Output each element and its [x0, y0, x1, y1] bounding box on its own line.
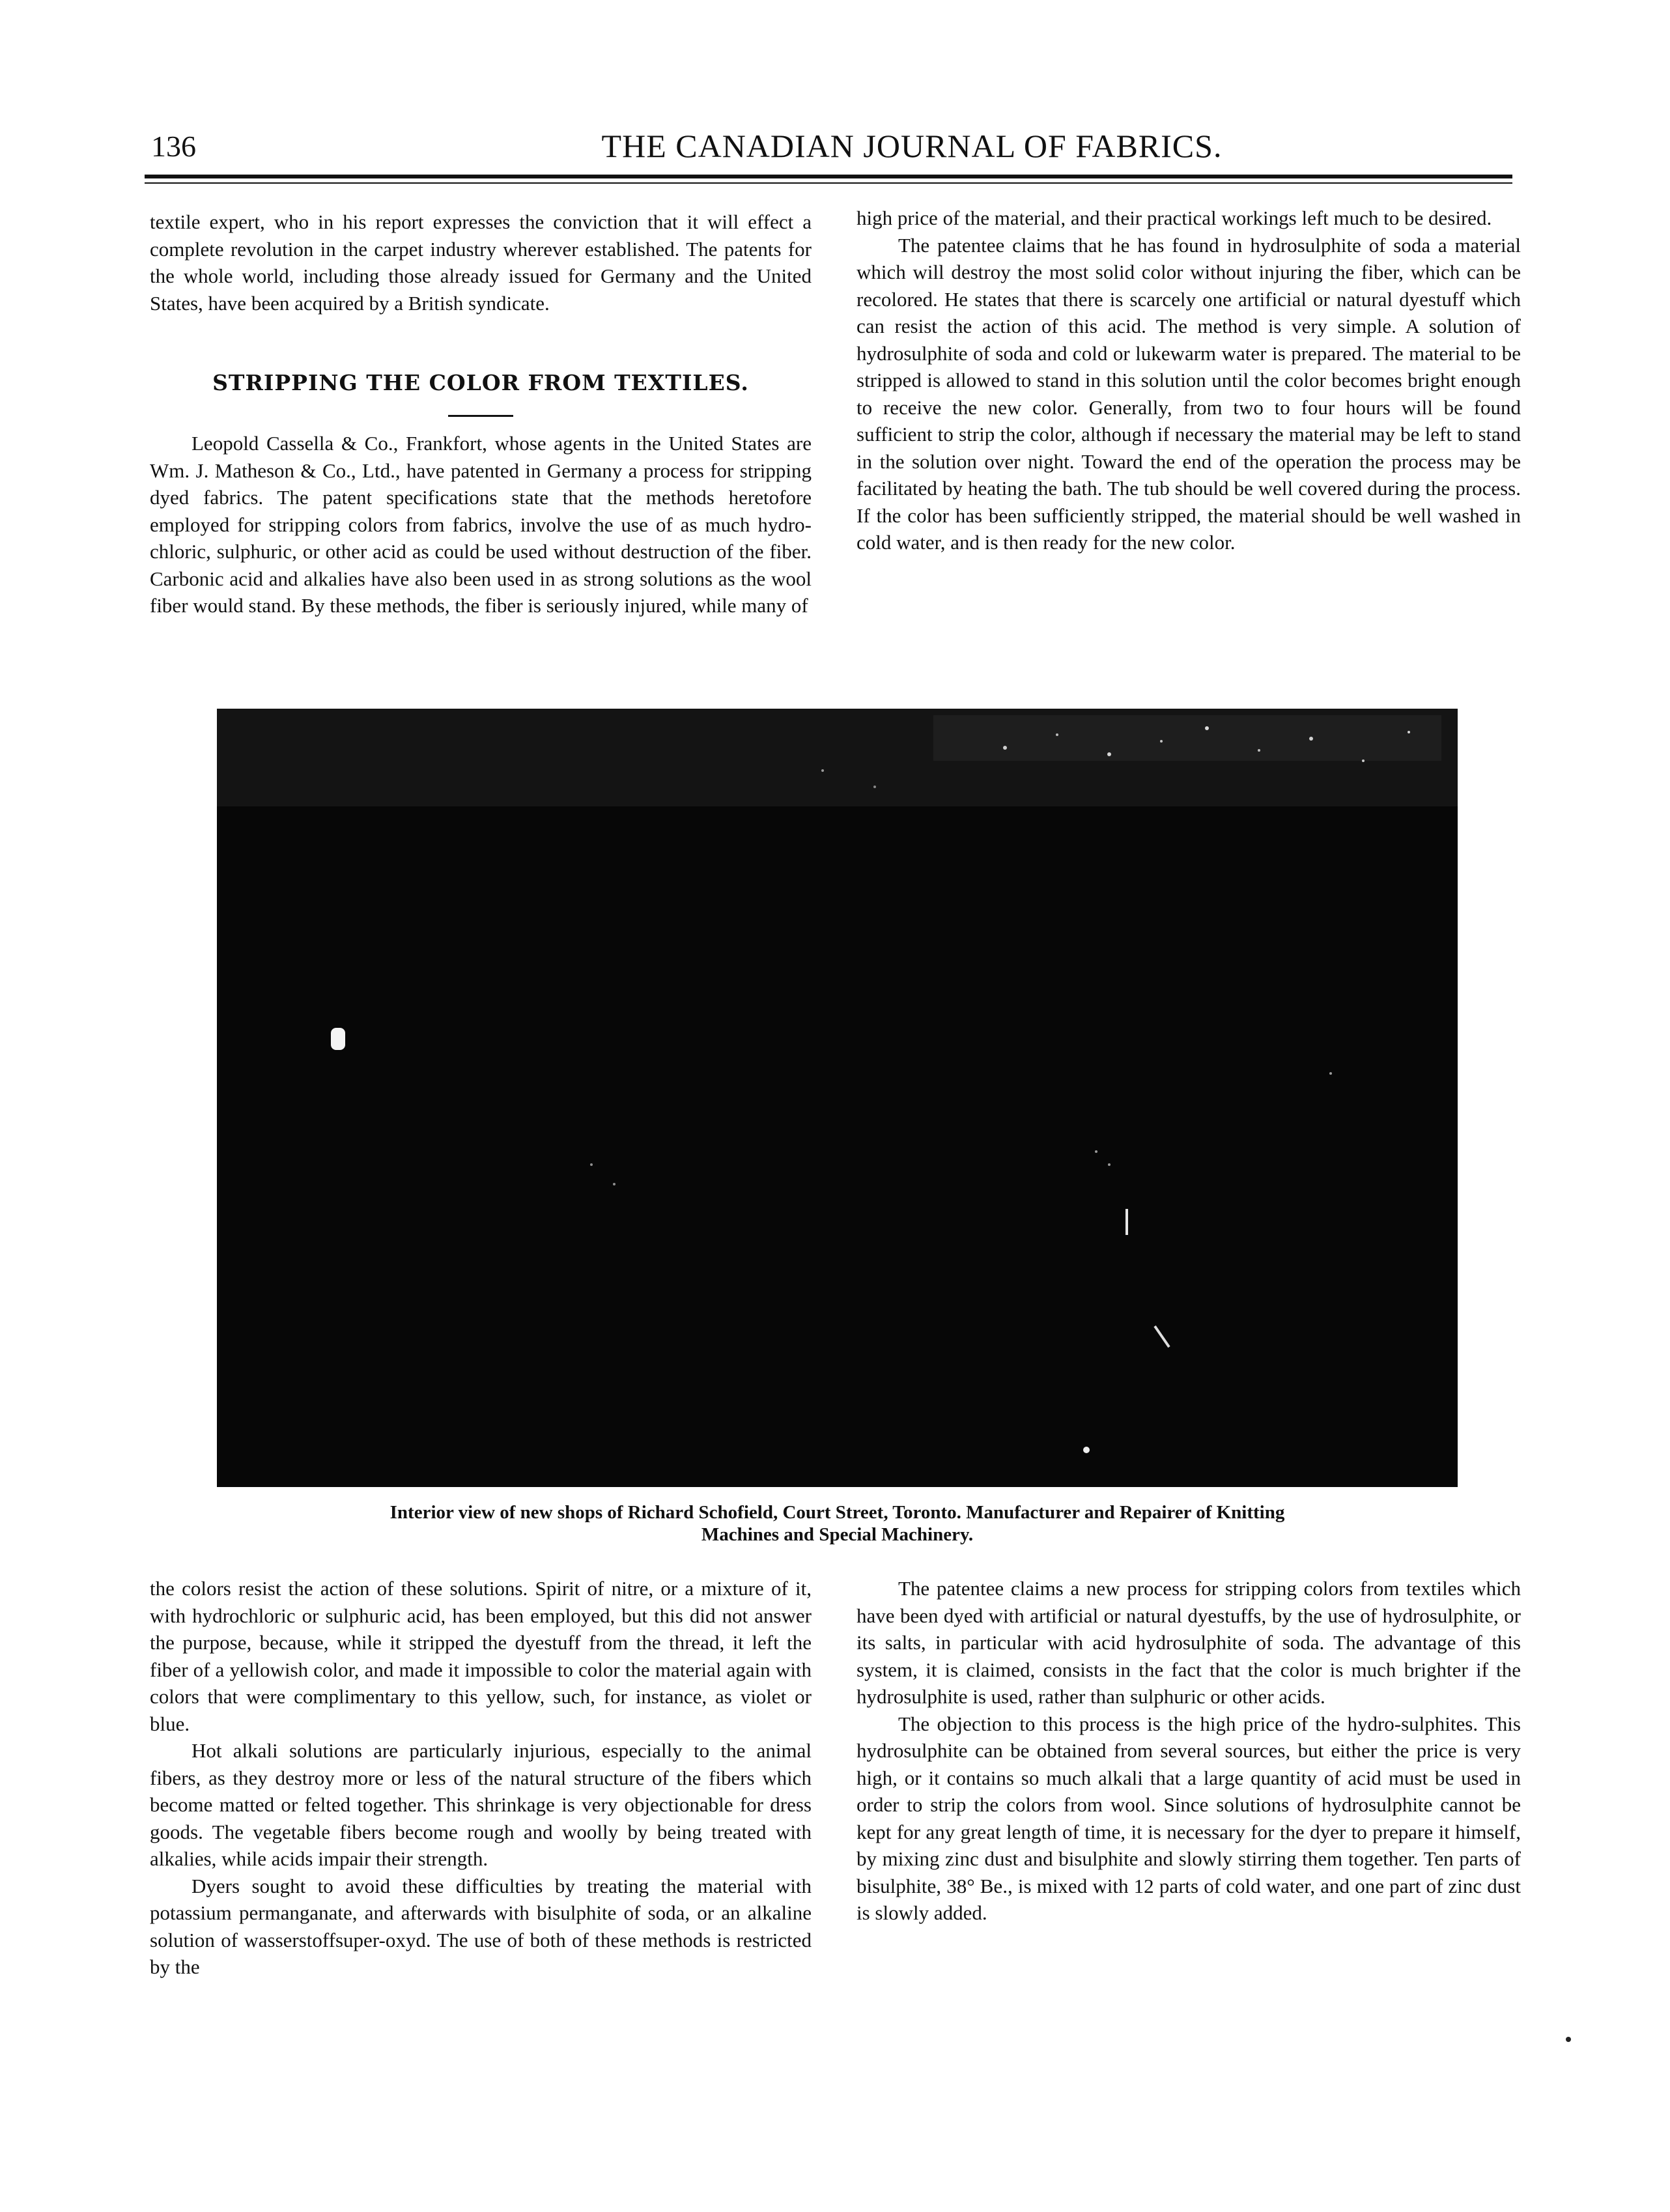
paragraph: The patentee claims that he has found in hydrosulphite of soda a material which will destroy the most solid color without injuring the fiber, which can be recolored. He states that there is scarcely one artificial or natural dyestuff which can resist the action of this acid. The method is very simple. A solution of hydrosulphite of soda and cold or lukewarm water is prepared. The material to be stripped is allowed to stand in this solution until the color becomes bright enough to receive the new color. Generally, from two to four hours will be found sufficient to strip the color, although if necessary the material may be left to stand in the solution over night. Toward the end of the operation the process may be facilitated by heating the bath. The tub should be well covered during the process. If the color has been sufficiently stripped, the material should be well washed in cold water, and is then ready for the new color.	[856, 233, 1521, 554]
paragraph: high price of the material, and their practical workings left much to be desired.	[856, 206, 1492, 229]
paragraph: textile expert, who in his report expresses the conviction that it will effect a complete revolution in the carpet industry wherever established. The patents for the whole world, including those already issued for Germany and the United States, have been acquired by a British syndicate.	[150, 210, 812, 315]
photo-graphic	[217, 709, 1458, 1487]
title-rule	[448, 415, 513, 417]
paragraph: the colors resist the action of these solutions. Spirit of nitre, or a mixture of it, with hydrochloric or sulphuric acid, has been employed, but this did not answer the purpose, because, while it stripped the dyestuff from the thread, it left the fiber of a yellowish color, and made it impossible to color the material again with colors that were complimentary to this yellow, such, for instance, as violet or blue.	[150, 1577, 812, 1735]
paragraph: The objection to this process is the high price of the hydro-sulphites. This hydrosulphite can be obtained from several sources, but either the price is very high, or it contains so much alkali that a large quantity of acid must be used in order to strip the colors from wool. Since solutions of hydrosulphite cannot be kept for any great length of time, it is necessary for the dyer to prepare it himself, by mixing zinc dust and bisulphite and slowly stirring them together. Ten parts of bisulphite, 38° Be., is mixed with 12 parts of cold water, and one part of zinc dust is slowly added.	[856, 1712, 1521, 1924]
journal-title: THE CANADIAN JOURNAL OF FABRICS.	[601, 128, 1223, 164]
header-rule-thin	[145, 182, 1512, 184]
column-right-top	[856, 205, 1521, 556]
previous-article-ending	[150, 208, 812, 317]
stray-ink-mark	[1566, 2037, 1571, 2042]
paragraph: The patentee claims a new process for stripping colors from textiles which have been dyed with artificial or natural dyestuffs, by the use of hydrosulphite, or its salts, in particular with acid hydrosulphite of soda. The advantage of this system, it is claimed, consists in the fact that the color is much brighter if the hydrosulphite is used, rather than sulphuric or other acids.	[856, 1577, 1521, 1708]
paragraph: Leopold Cassella & Co., Frankfort, whose agents in the United States are Wm. J. Matheson & Co., Ltd., have patented in Germany a process for stripping dyed fabrics. The patent specifications state that the methods heretofore employed for stripping colors from fabrics, involve the use of as much hydro-chloric, sulphuric, or other acid as could be used without destruction of the fiber. Carbonic acid and alkalies have also been used in as strong solutions as the wool fiber would stand. By these methods, the fiber is seriously injured, while many of	[150, 432, 812, 617]
article-title: STRIPPING THE COLOR FROM TEXTILES.	[212, 370, 749, 395]
caption-line: Interior view of new shops of Richard Schofield, Court Street, Toronto. Manufacturer and Repairer of Knitting	[389, 1502, 1285, 1523]
caption-line: Machines and Special Machinery.	[701, 1524, 974, 1545]
paragraph: Hot alkali solutions are particularly injurious, especially to the animal fibers, as they destroy more or less of the natural structure of the fibers which become matted or felted together. This shrinkage is very objectionable for dress goods. The vegetable fibers become rough and woolly by being treated with alkalies, while acids impair their strength.	[150, 1739, 812, 1870]
column-left-bottom	[150, 1575, 812, 1981]
column-right-bottom	[856, 1575, 1521, 1927]
page-number: 136	[151, 130, 196, 163]
header-rule-thick	[145, 175, 1512, 178]
column-left-top	[150, 430, 812, 619]
shop-interior-photo	[217, 709, 1458, 1487]
paragraph: Dyers sought to avoid these difficulties by treating the material with potassium permanganate, and afterwards with bisulphite of soda, or an alkaline solution of wasserstoffsuper-oxyd. The use of both of these methods is restricted by the	[150, 1874, 812, 1978]
figure-caption	[217, 1501, 1458, 1546]
